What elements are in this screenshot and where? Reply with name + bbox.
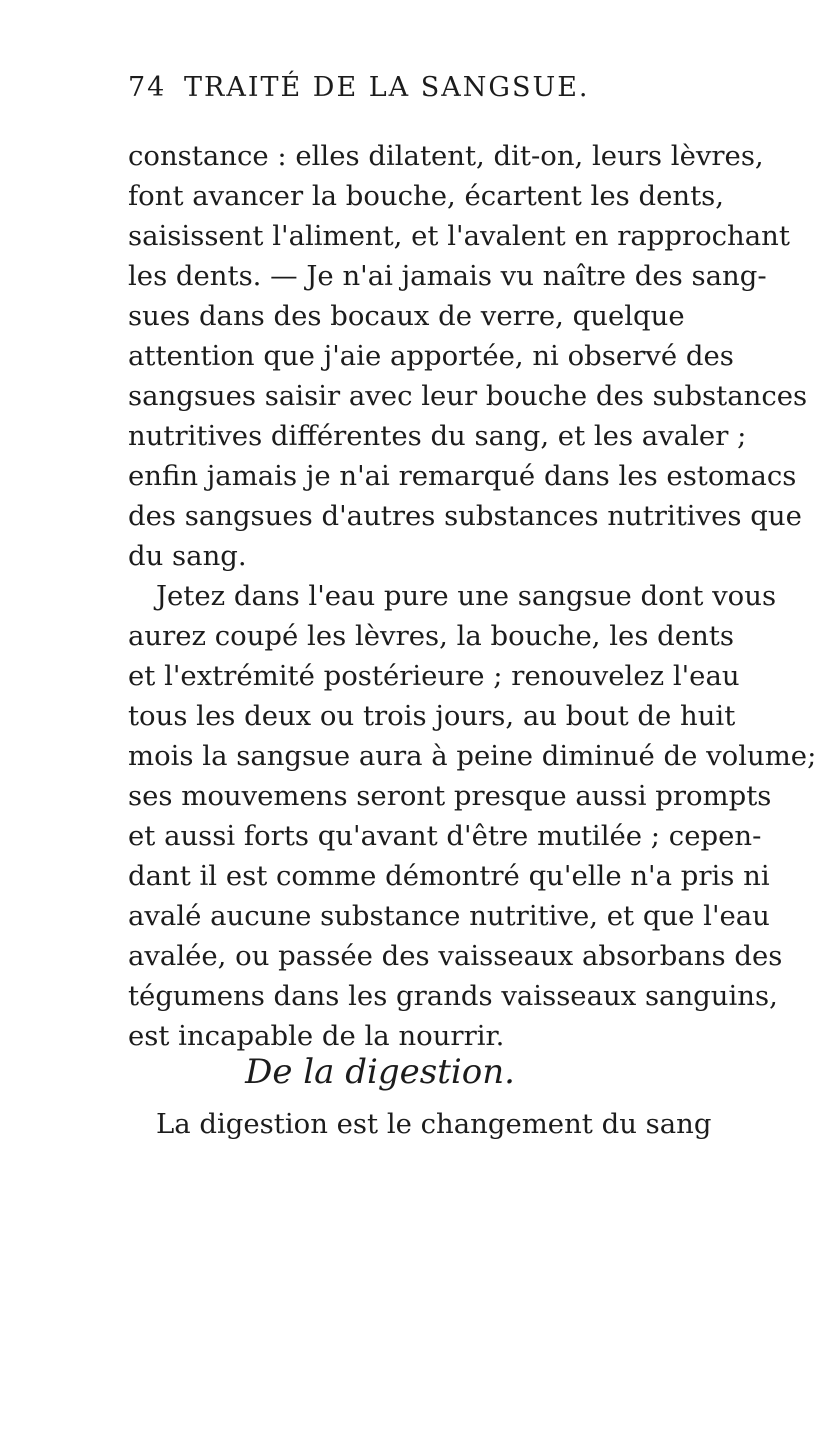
text-line: est incapable de la nourrir.	[128, 1020, 505, 1052]
running-head	[128, 72, 628, 112]
text-line: ses mouvemens seront presque aussi prompts	[128, 780, 772, 812]
page-number: 74	[128, 72, 167, 103]
text-line: avalée, ou passée des vaisseaux absorbans des	[128, 940, 783, 972]
text-line: font avancer la bouche, écartent les dents,	[128, 180, 724, 212]
text-line: constance : elles dilatent, dit-on, leurs lèvres,	[128, 140, 764, 172]
text-line: et l'extrémité postérieure ; renouvelez l'eau	[128, 660, 740, 692]
text-line: des sangsues d'autres substances nutritives que	[128, 500, 802, 532]
text-line: La digestion est le changement du sang	[156, 1108, 712, 1140]
text-line: mois la sangsue aura à peine diminué de volume;	[128, 740, 816, 772]
text-line: et aussi forts qu'avant d'être mutilée ; cepen-	[128, 820, 762, 852]
text-line: aurez coupé les lèvres, la bouche, les dents	[128, 620, 734, 652]
text-line: attention que j'aie apportée, ni observé des	[128, 340, 734, 372]
text-line: tous les deux ou trois jours, au bout de huit	[128, 700, 736, 732]
text-line: sues dans des bocaux de verre, quelque	[128, 300, 685, 332]
section-title-text: De la digestion.	[245, 1052, 515, 1092]
text-line: sangsues saisir avec leur bouche des substances	[128, 380, 808, 412]
text-line: du sang.	[128, 540, 247, 572]
text-line: les dents. — Je n'ai jamais vu naître des sang-	[128, 260, 767, 292]
text-line: saisissent l'aliment, et l'avalent en rapprochant	[128, 220, 790, 252]
text-line: Jetez dans l'eau pure une sangsue dont vous	[156, 580, 777, 612]
text-line: tégumens dans les grands vaisseaux sanguins,	[128, 980, 778, 1012]
text-line: enfin jamais je n'ai remarqué dans les estomacs	[128, 460, 797, 492]
text-line: dant il est comme démontré qu'elle n'a pris ni	[128, 860, 770, 892]
running-title: TRAITÉ DE LA SANGSUE.	[184, 72, 590, 103]
section-title	[0, 1048, 800, 1096]
text-line: nutritives différentes du sang, et les avaler ;	[128, 420, 747, 452]
text-line: avalé aucune substance nutritive, et que l'eau	[128, 900, 770, 932]
